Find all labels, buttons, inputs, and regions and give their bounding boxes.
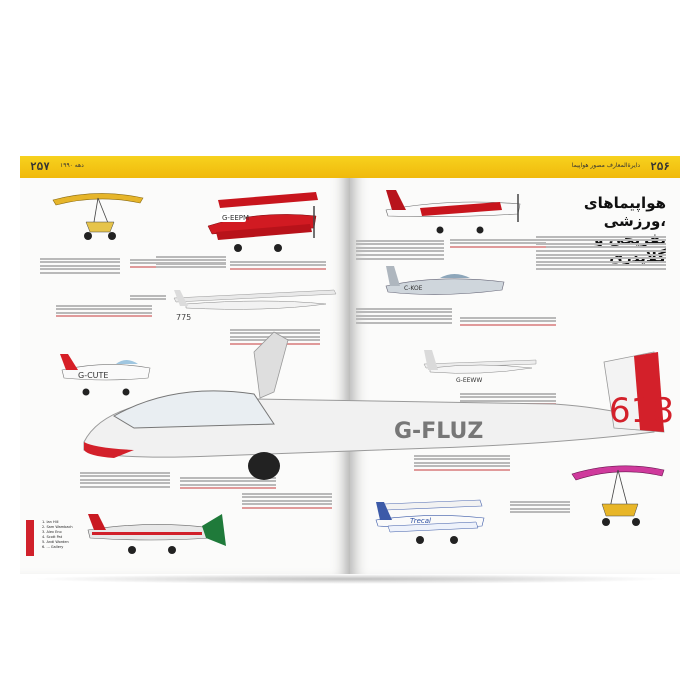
caption-extra — [450, 232, 546, 249]
page-number-right: ۲۵۶ — [650, 160, 670, 173]
spread-shadow — [30, 574, 670, 584]
caption-microlight-right — [510, 494, 570, 515]
credit-line: 1. Ian Hill — [42, 520, 59, 524]
pitts-biplane-illustration — [198, 186, 328, 256]
caption-text-block-2 — [156, 254, 226, 270]
section-label-left: دهه ۱۹۹۰ — [60, 162, 84, 169]
glider-right-registration: G-EEWW — [456, 377, 483, 384]
main-glider-registration: G-FLUZ — [394, 419, 484, 444]
trecal-biplane-illustration — [370, 488, 490, 548]
main-glider-g-fluz-illustration — [74, 332, 674, 492]
sailplane-number: 775 — [176, 313, 192, 322]
low-wing-registration: G-CUTE — [78, 371, 109, 380]
magazine-spread — [20, 156, 680, 586]
caption-pitts — [230, 254, 326, 271]
page-number-left: ۲۵۷ — [30, 160, 50, 173]
caption-text-block-4 — [356, 238, 444, 261]
section-label-right: دایرةالمعارف مصور هواپیما — [571, 162, 640, 169]
extra-aerobatic-illustration — [380, 180, 530, 240]
intro-paragraph — [536, 234, 666, 272]
caption-text-block-1 — [40, 256, 120, 276]
credit-line: 5. Andi Worden — [42, 540, 69, 544]
glider-fin-number: 618 — [609, 391, 674, 431]
trike-microlight-illustration — [48, 186, 148, 246]
sailplane-illustration — [166, 284, 346, 324]
picture-credits — [42, 520, 73, 550]
credit-line: 4. Scott Pat — [42, 535, 63, 539]
aerobatic-monoplane-illustration — [82, 506, 232, 556]
credits-red-bar — [26, 520, 34, 556]
caption-low-wing — [56, 298, 152, 319]
title-line-1: هواپیماهای ورزشی، — [583, 194, 666, 230]
canard-registration: C-KOE — [404, 285, 423, 292]
biplane-marking: Trecal — [410, 517, 431, 525]
credit-line: 3. Alex Eno — [42, 530, 62, 534]
pitts-registration: G-EEPM — [222, 214, 250, 222]
caption-text-block-5 — [356, 306, 452, 326]
credit-line: 2. Sam Wambach — [42, 525, 73, 529]
credit-line: 6. ... Gallery — [42, 545, 64, 549]
canard-aircraft-illustration — [380, 260, 510, 310]
caption-canard — [460, 310, 556, 327]
